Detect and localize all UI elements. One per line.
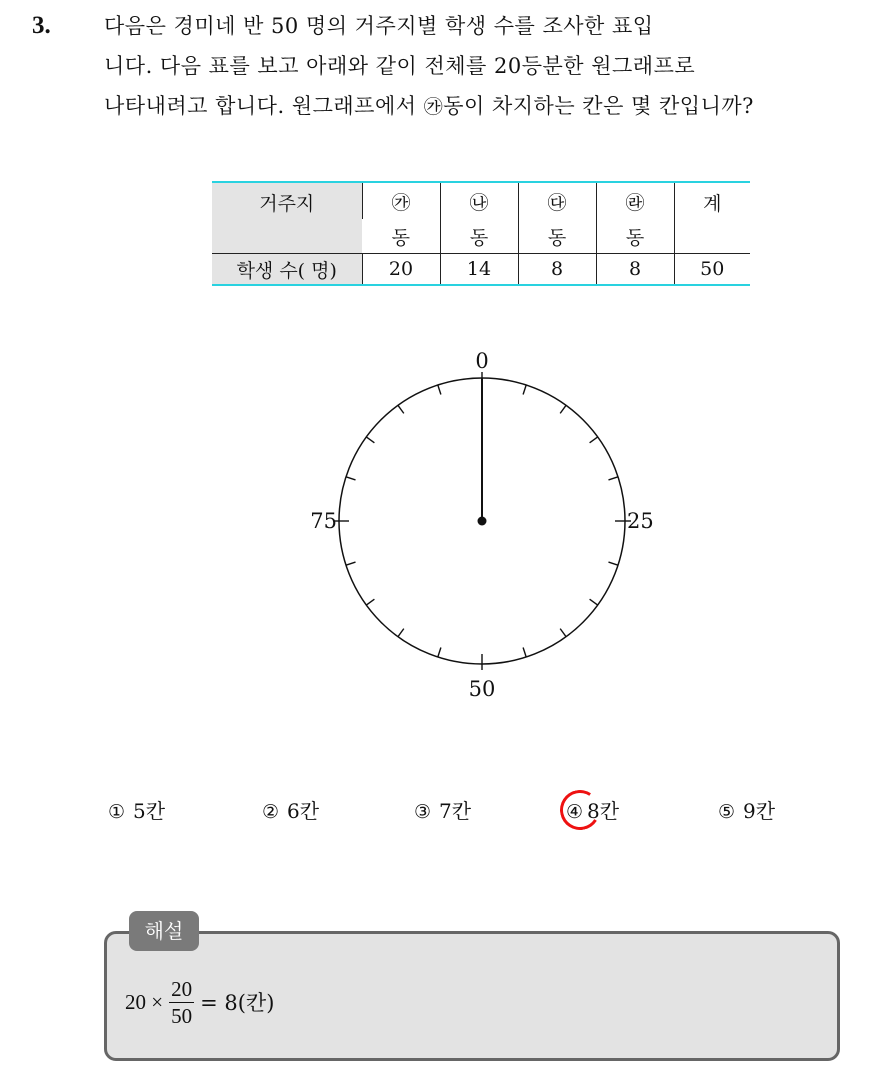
choice-2-text: 6칸: [287, 799, 320, 823]
circle-tick: [560, 629, 566, 637]
choice-1[interactable]: [108, 795, 165, 824]
table-header-residence: 거주지: [212, 182, 362, 254]
table-value-da: 8: [518, 254, 596, 286]
circle-tick: [366, 437, 374, 443]
formula-result: = 8(칸): [200, 991, 275, 1015]
choice-3-text: 7칸: [439, 799, 472, 823]
question-text-line-3a: 나타내려고 합니다. 원그래프에서: [104, 94, 424, 118]
table-head-ra: ㉱: [596, 182, 674, 219]
table-value-total: 50: [674, 254, 750, 286]
circle-tick: [590, 599, 598, 605]
table-head-da: ㉰: [518, 182, 596, 219]
table-dong-ga: 동: [391, 226, 410, 249]
circle-tick: [608, 477, 618, 480]
circle-tick: [523, 385, 526, 395]
circle-tick: [590, 437, 598, 443]
choice-4-mark: ④: [566, 801, 584, 823]
circle-tick: [398, 405, 404, 413]
circle-label-50: 50: [468, 677, 496, 701]
formula-fraction: [169, 976, 194, 1029]
question-text-line-3c: 동이 차지하는 칸은 몇 칸입니까?: [443, 94, 754, 118]
circle-graph: [260, 330, 704, 710]
circle-tick: [398, 629, 404, 637]
circle-label-75: 75: [310, 509, 337, 533]
choice-4-text: 8칸: [587, 799, 620, 823]
table-dong-da: 동: [518, 219, 596, 254]
circle-tick: [608, 562, 618, 565]
table-value-ga: 20: [362, 254, 440, 286]
table-head-ga: ㉮: [362, 182, 440, 219]
circle-label-25: 25: [627, 509, 654, 533]
circle-tick: [346, 477, 356, 480]
circle-label-0: 0: [475, 349, 489, 373]
question-text-line-1: 다음은 경미네 반 50 명의 거주지별 학생 수를 조사한 표입: [104, 14, 654, 38]
question-text-line-3: [104, 90, 754, 120]
circle-tick: [438, 385, 441, 395]
answer-choices: [0, 795, 884, 831]
circle-tick: [523, 647, 526, 657]
formula-lead: 20 ×: [125, 989, 164, 1014]
circle-tick: [438, 647, 441, 657]
table-value-ra: 8: [596, 254, 674, 286]
table-value-na: 14: [440, 254, 518, 286]
circle-graph-center-dot: [478, 517, 487, 526]
solution-tag: 해설: [129, 911, 199, 951]
choice-1-text: 5칸: [133, 799, 166, 823]
choice-3[interactable]: [414, 795, 471, 824]
circled-ga-symbol: ㉮: [423, 96, 444, 118]
circle-tick: [346, 562, 356, 565]
circle-tick: [366, 599, 374, 605]
choice-3-mark: ③: [414, 801, 432, 823]
table-dong-ra: 동: [596, 219, 674, 254]
choice-4[interactable]: [566, 795, 619, 824]
choice-2[interactable]: [262, 795, 319, 824]
table-head-na: ㉯: [440, 182, 518, 219]
question-number: 3.: [32, 12, 51, 39]
choice-5-mark: ⑤: [718, 801, 736, 823]
fraction-denominator: 50: [171, 1003, 193, 1028]
residence-table: [212, 181, 750, 286]
question-text-line-2: 니다. 다음 표를 보고 아래와 같이 전체를 20등분한 원그래프로: [104, 54, 696, 78]
choice-1-mark: ①: [108, 801, 126, 823]
fraction-numerator: 20: [171, 976, 193, 1001]
answer-circle-mark: [556, 786, 603, 833]
table-head-total: 계: [674, 182, 750, 254]
table-dong-na: 동: [440, 219, 518, 254]
solution-formula: [125, 962, 274, 1042]
circle-tick: [560, 405, 566, 413]
table-row-label-students: 학생 수( 명): [212, 254, 362, 286]
choice-2-mark: ②: [262, 801, 280, 823]
choice-5-text: 9칸: [743, 799, 776, 823]
choice-5[interactable]: [718, 795, 775, 824]
